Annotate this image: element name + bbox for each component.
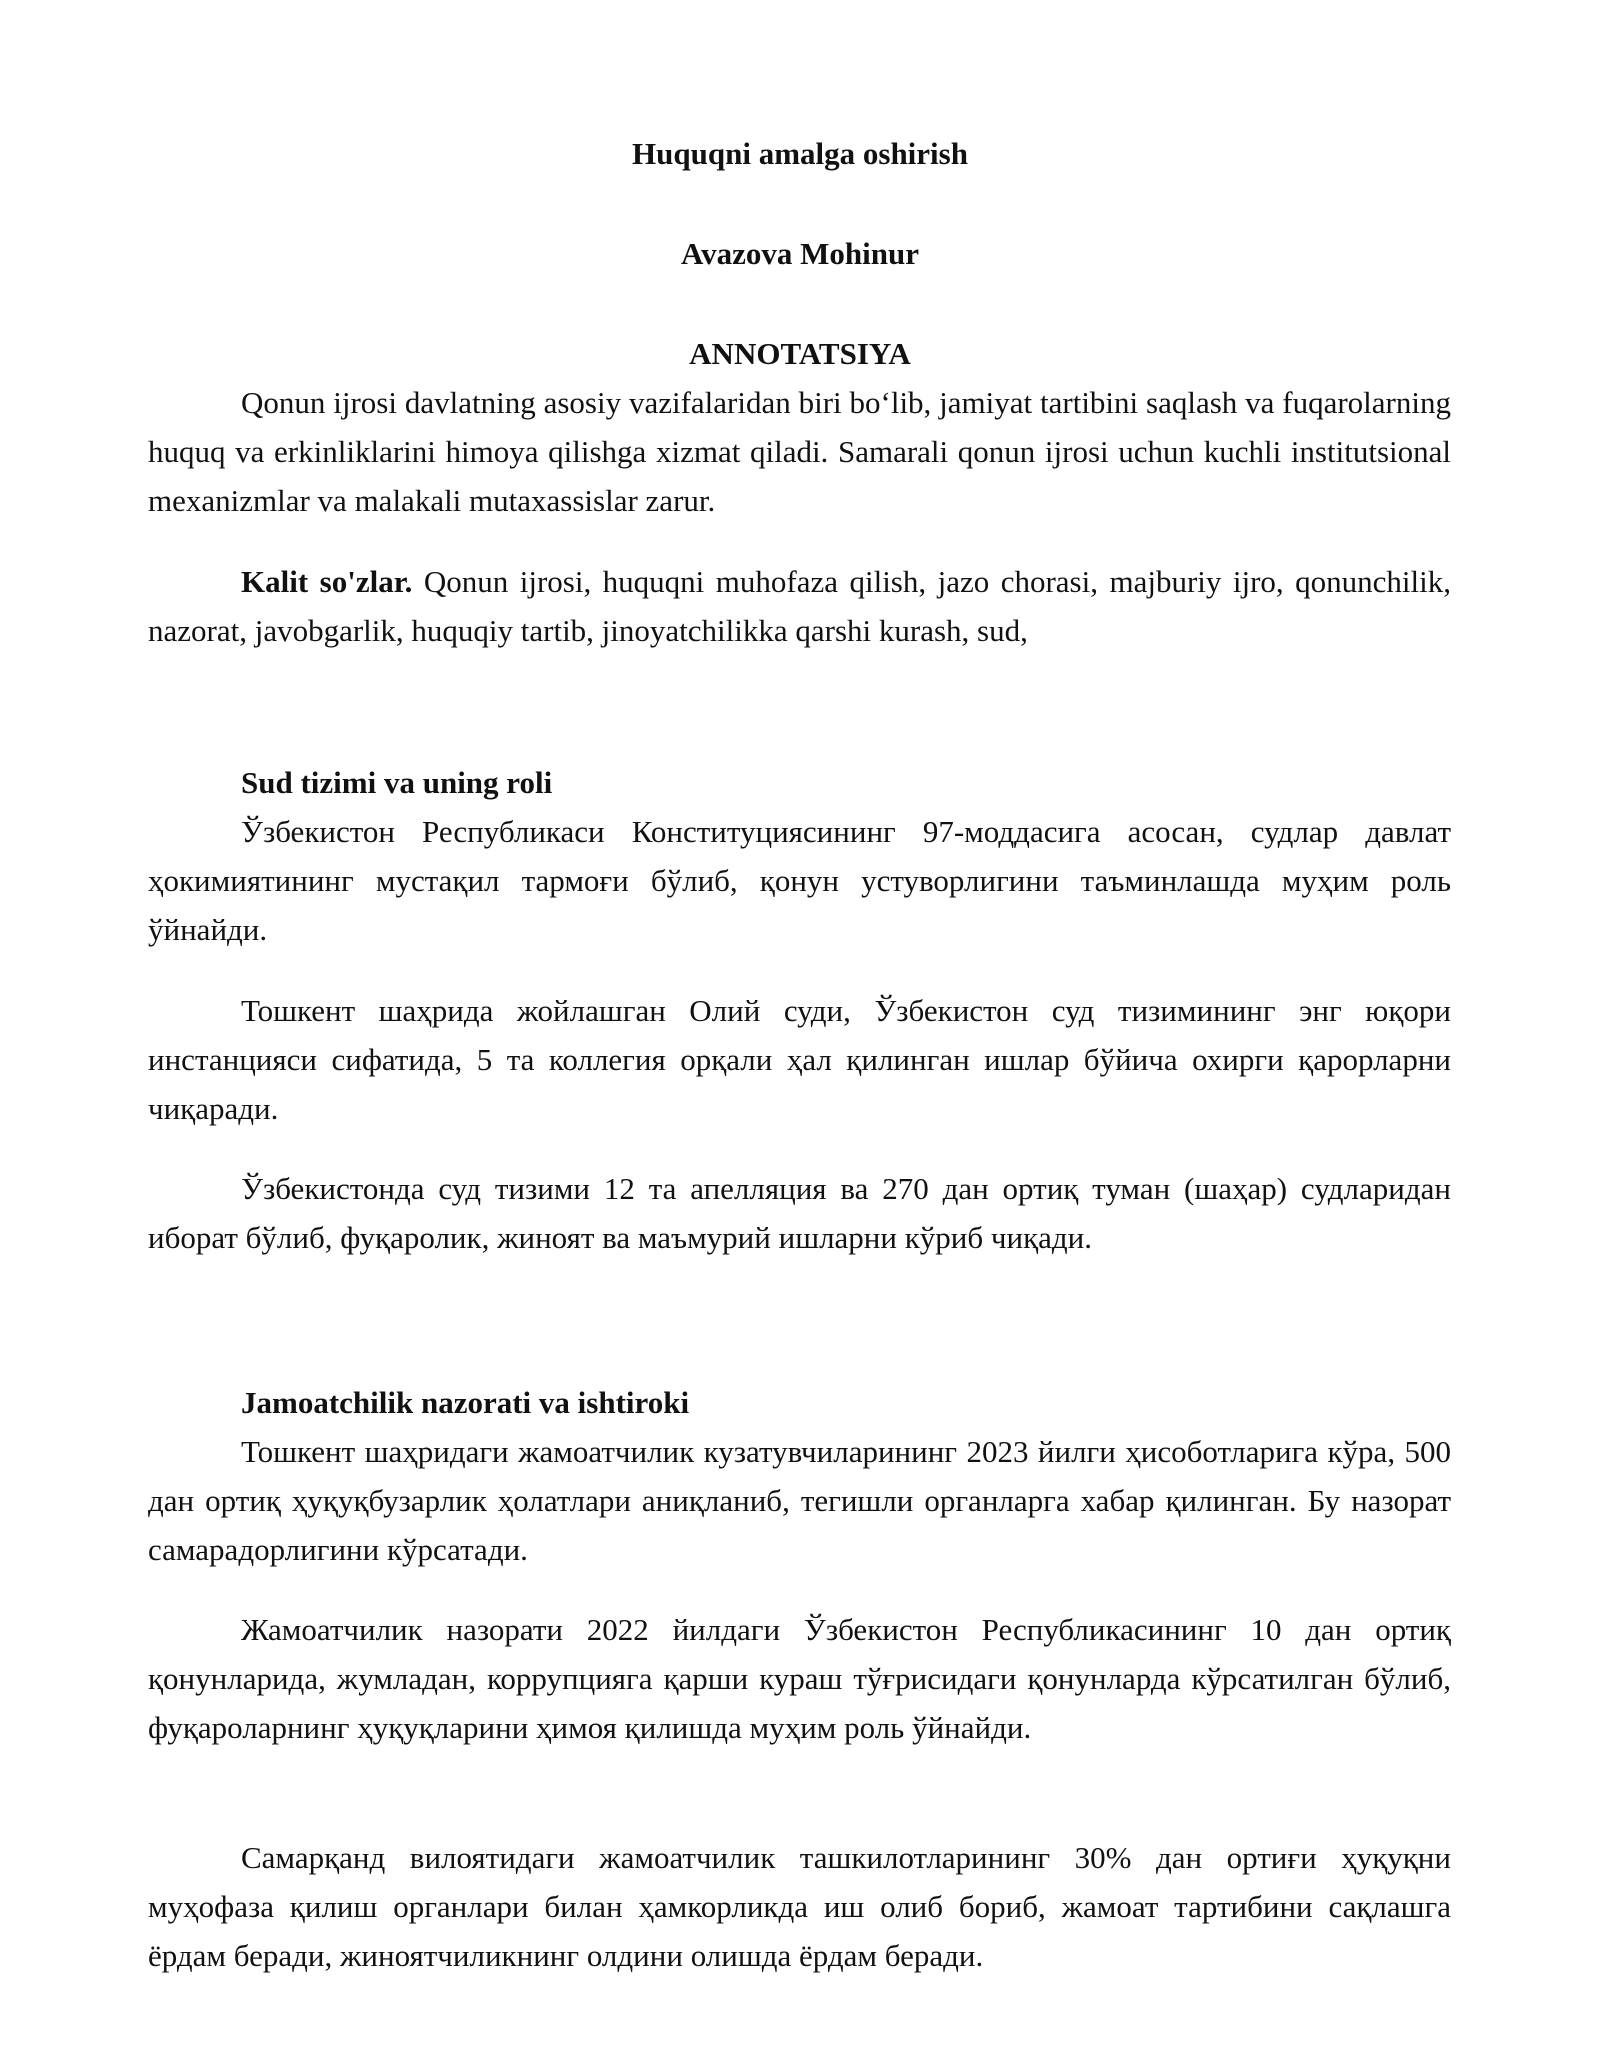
- keywords-text: Qonun ijrosi, huquqni muhofaza qilish, jazo chorasi, majburiy ijro, qonunchilik, nazorat, javobgarlik, huquqiy tartib, jinoyatchilikka qarshi kurash, sud,: [148, 564, 1451, 648]
- abstract-heading: ANNOTATSIYA: [689, 336, 911, 371]
- keywords-paragraph: [148, 557, 1451, 655]
- abstract-text: Qonun ijrosi davlatning asosiy vazifalaridan biri bo‘lib, jamiyat tartibini saqlash va fuqarolarning huquq va erkinliklarini himoya qilishga xizmat qiladi. Samarali qonun ijrosi uchun kuchli institutsional mexanizmlar va malakali mutaxassislar zarur.: [148, 385, 1451, 518]
- section-paragraph: Самарқанд вилоятидаги жамоатчилик ташкилотларининг 30% дан ортиғи ҳуқуқни муҳофаза қилиш органлари билан ҳамкорликда иш олиб бориб, жамоат тартибини сақлашга ёрдам беради, жиноятчиликнинг олдини олишда ёрдам беради.: [148, 1840, 1451, 1973]
- section-heading: Sud tizimi va uning roli: [241, 765, 553, 800]
- section-paragraph: Тошкент шаҳрида жойлашган Олий суди, Ўзбекистон суд тизимининг энг юқори инстанцияси сифатида, 5 та коллегия орқали ҳал қилинган ишлар бўйича охирги қарорларни чиқаради.: [148, 993, 1451, 1126]
- author-name: Avazova Mohinur: [681, 236, 919, 271]
- section-paragraph: Ўзбекистон Республикаси Конституциясининг 97-моддасига асосан, судлар давлат ҳокимиятининг мустақил тармоғи бўлиб, қонун устуворлигини таъминлашда муҳим роль ўйнайди.: [148, 814, 1451, 947]
- document-title: Huquqni amalga oshirish: [632, 136, 968, 171]
- section-paragraph: Жамоатчилик назорати 2022 йилдаги Ўзбекистон Республикасининг 10 дан ортиқ қонунларида, жумладан, коррупцияга қарши кураш тўғрисидаги қонунларда кўрсатилган бўлиб, фуқароларнинг ҳуқуқларини ҳимоя қилишда муҳим роль ўйнайди.: [148, 1612, 1451, 1745]
- section-paragraph: Ўзбекистонда суд тизими 12 та апелляция ва 270 дан ортиқ туман (шаҳар) судларидан иборат бўлиб, фуқаролик, жиноят ва маъмурий ишларни кўриб чиқади.: [148, 1171, 1451, 1255]
- section-paragraph: Тошкент шаҳридаги жамоатчилик кузатувчиларининг 2023 йилги ҳисоботларига кўра, 500 дан ортиқ ҳуқуқбузарлик ҳолатлари аниқланиб, тегишли органларга хабар қилинган. Бу назорат самарадорлигини кўрсатади.: [148, 1434, 1451, 1567]
- section-heading: Jamoatchilik nazorati va ishtiroki: [241, 1385, 690, 1420]
- keywords-label: Kalit so'zlar.: [241, 564, 413, 599]
